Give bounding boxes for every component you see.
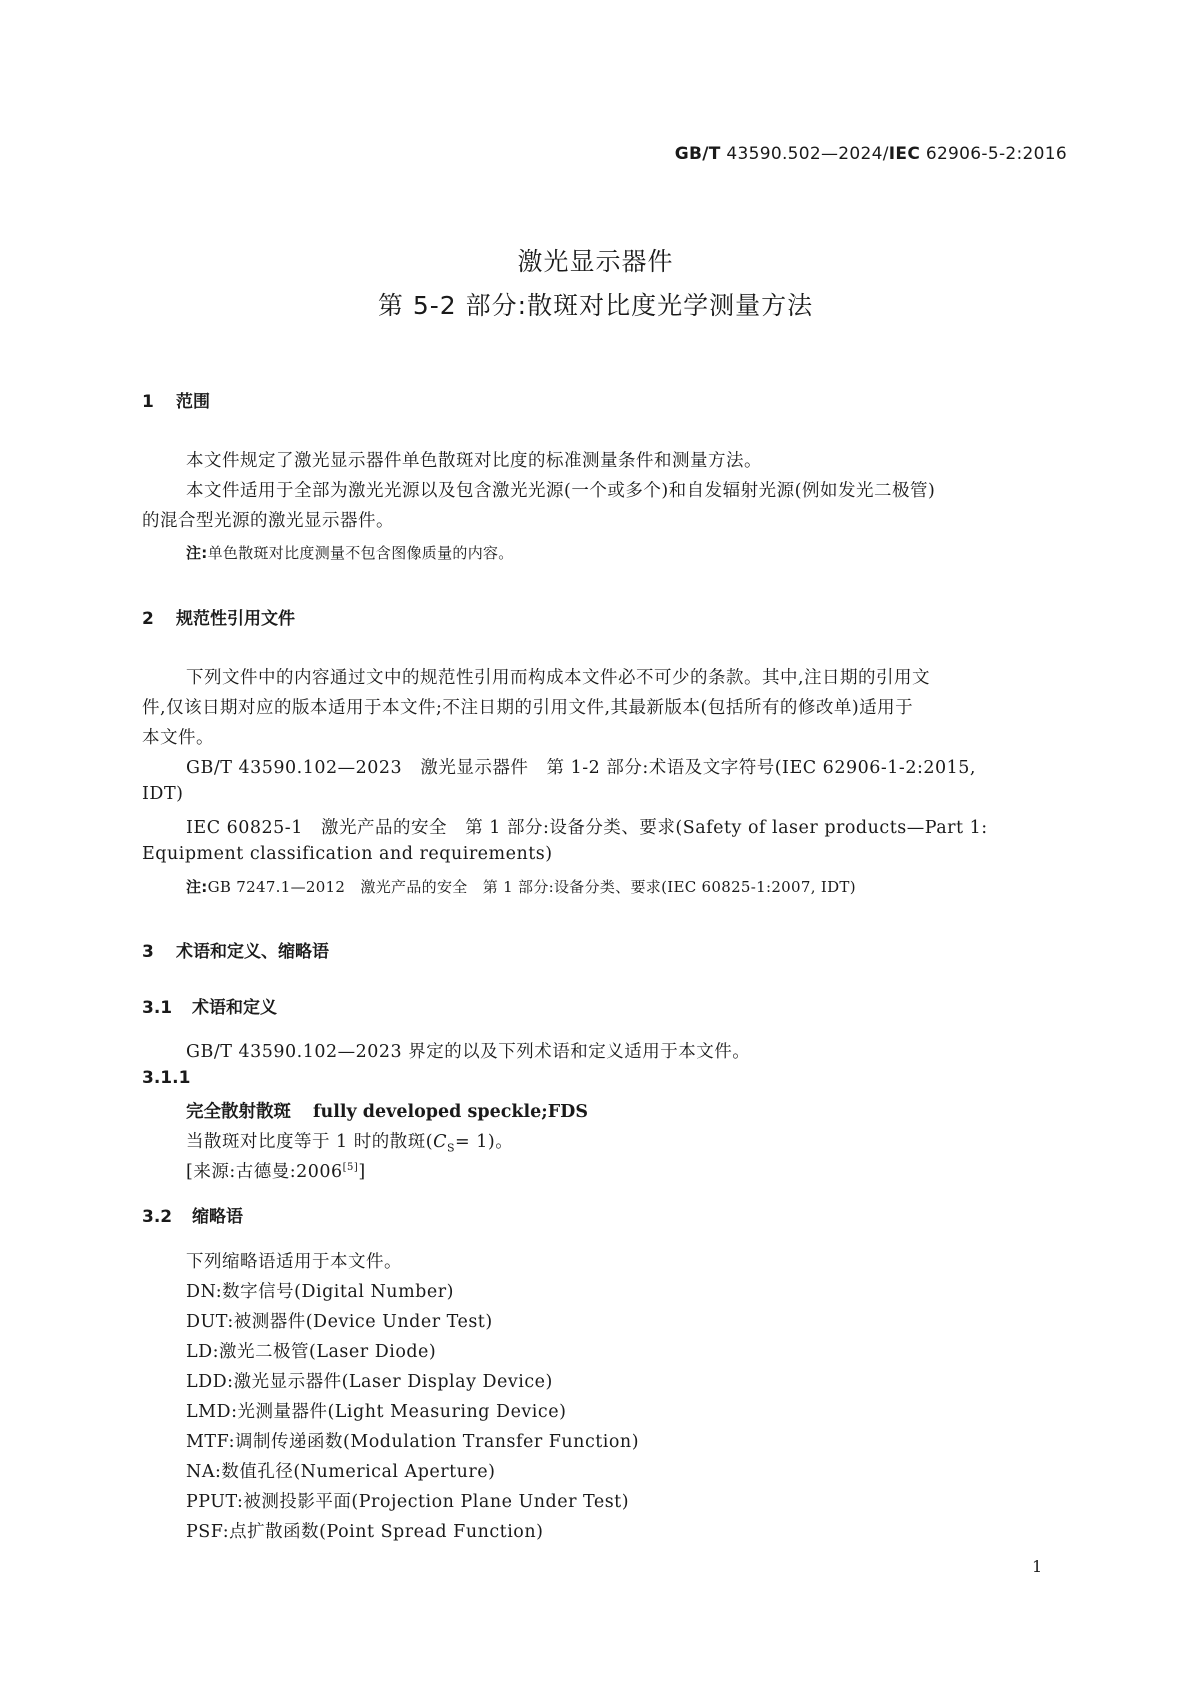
term-en: fully developed speckle;FDS — [313, 1102, 588, 1122]
ref-2-line-1: IEC 60825-1 激光产品的安全 第 1 部分:设备分类、要求(Safety of laser products—Part 1: — [186, 818, 988, 838]
abbr-item: PSF:点扩散函数(Point Spread Function) — [186, 1522, 544, 1542]
section-3-heading: 3 术语和定义、缩略语 — [142, 942, 329, 962]
term-3-1-1-number: 3.1.1 — [142, 1068, 191, 1088]
iec-bold: IEC — [888, 144, 921, 164]
ref-1-line-1: GB/T 43590.102—2023 激光显示器件 第 1-2 部分:术语及文字符号(IEC 62906-1-2:2015, — [186, 758, 976, 778]
sec2-para-line-1: 下列文件中的内容通过文中的规范性引用而构成本文件必不可少的条款。其中,注日期的引用文 — [186, 668, 931, 688]
section-2-heading: 2 规范性引用文件 — [142, 609, 295, 629]
abbr-item: LD:激光二极管(Laser Diode) — [186, 1342, 437, 1362]
abbr-item: NA:数值孔径(Numerical Aperture) — [186, 1462, 496, 1482]
title-line-2: 第 5-2 部分:散斑对比度光学测量方法 — [377, 291, 814, 320]
term-3-1-1 — [186, 1098, 588, 1123]
std-code-bold: GB/T — [674, 144, 721, 164]
term-definition: 当散斑对比度等于 1 时的散斑$(C_S= 1)$。 — [186, 1132, 514, 1155]
sec1-note: 注:单色散斑对比度测量不包含图像质量的内容。 — [186, 544, 514, 562]
abbr-item: DN:数字信号(Digital Number) — [186, 1282, 454, 1302]
page-number: 1 — [1032, 1557, 1043, 1576]
term-source: [来源:古德曼:2006[5]] — [186, 1162, 366, 1182]
section-3-2-heading: 3.2 缩略语 — [142, 1207, 243, 1227]
abbr-item: LMD:光测量器件(Light Measuring Device) — [186, 1402, 567, 1422]
section-3-1-heading: 3.1 术语和定义 — [142, 998, 277, 1018]
ref-2-line-2: Equipment classification and requirements) — [142, 844, 553, 864]
sec1-paragraph-2-line-2: 的混合型光源的激光显示器件。 — [142, 511, 394, 531]
term-zh: 完全散射散斑 — [186, 1102, 291, 1122]
sec1-paragraph-2-line-1: 本文件适用于全部为激光光源以及包含激光光源(一个或多个)和自发辐射光源(例如发光二极管) — [186, 481, 936, 501]
abbr-item: PPUT:被测投影平面(Projection Plane Under Test) — [186, 1492, 630, 1512]
standard-code — [675, 144, 1067, 164]
abbr-intro: 下列缩略语适用于本文件。 — [186, 1252, 402, 1272]
sec3-1-paragraph: GB/T 43590.102—2023 界定的以及下列术语和定义适用于本文件。 — [186, 1042, 751, 1062]
sec1-paragraph-1: 本文件规定了激光显示器件单色散斑对比度的标准测量条件和测量方法。 — [186, 451, 762, 471]
sec2-para-line-2: 件,仅该日期对应的版本适用于本文件;不注日期的引用文件,其最新版本(包括所有的修改单)适用于 — [142, 698, 914, 718]
sec2-note: 注:GB 7247.1—2012 激光产品的安全 第 1 部分:设备分类、要求(IEC 60825-1:2007, IDT) — [186, 878, 856, 896]
sec2-para-line-3: 本文件。 — [142, 728, 214, 748]
abbr-item: MTF:调制传递函数(Modulation Transfer Function) — [186, 1432, 640, 1452]
ref-1-line-2: IDT) — [142, 784, 184, 804]
abbr-item: DUT:被测器件(Device Under Test) — [186, 1312, 493, 1332]
section-1-heading: 1 范围 — [142, 392, 210, 412]
title-line-1: 激光显示器件 — [517, 247, 674, 276]
std-code-rest: 43590.502—2024/ — [720, 144, 889, 164]
iec-rest: 62906-5-2:2016 — [920, 144, 1067, 164]
abbr-item: LDD:激光显示器件(Laser Display Device) — [186, 1372, 553, 1392]
